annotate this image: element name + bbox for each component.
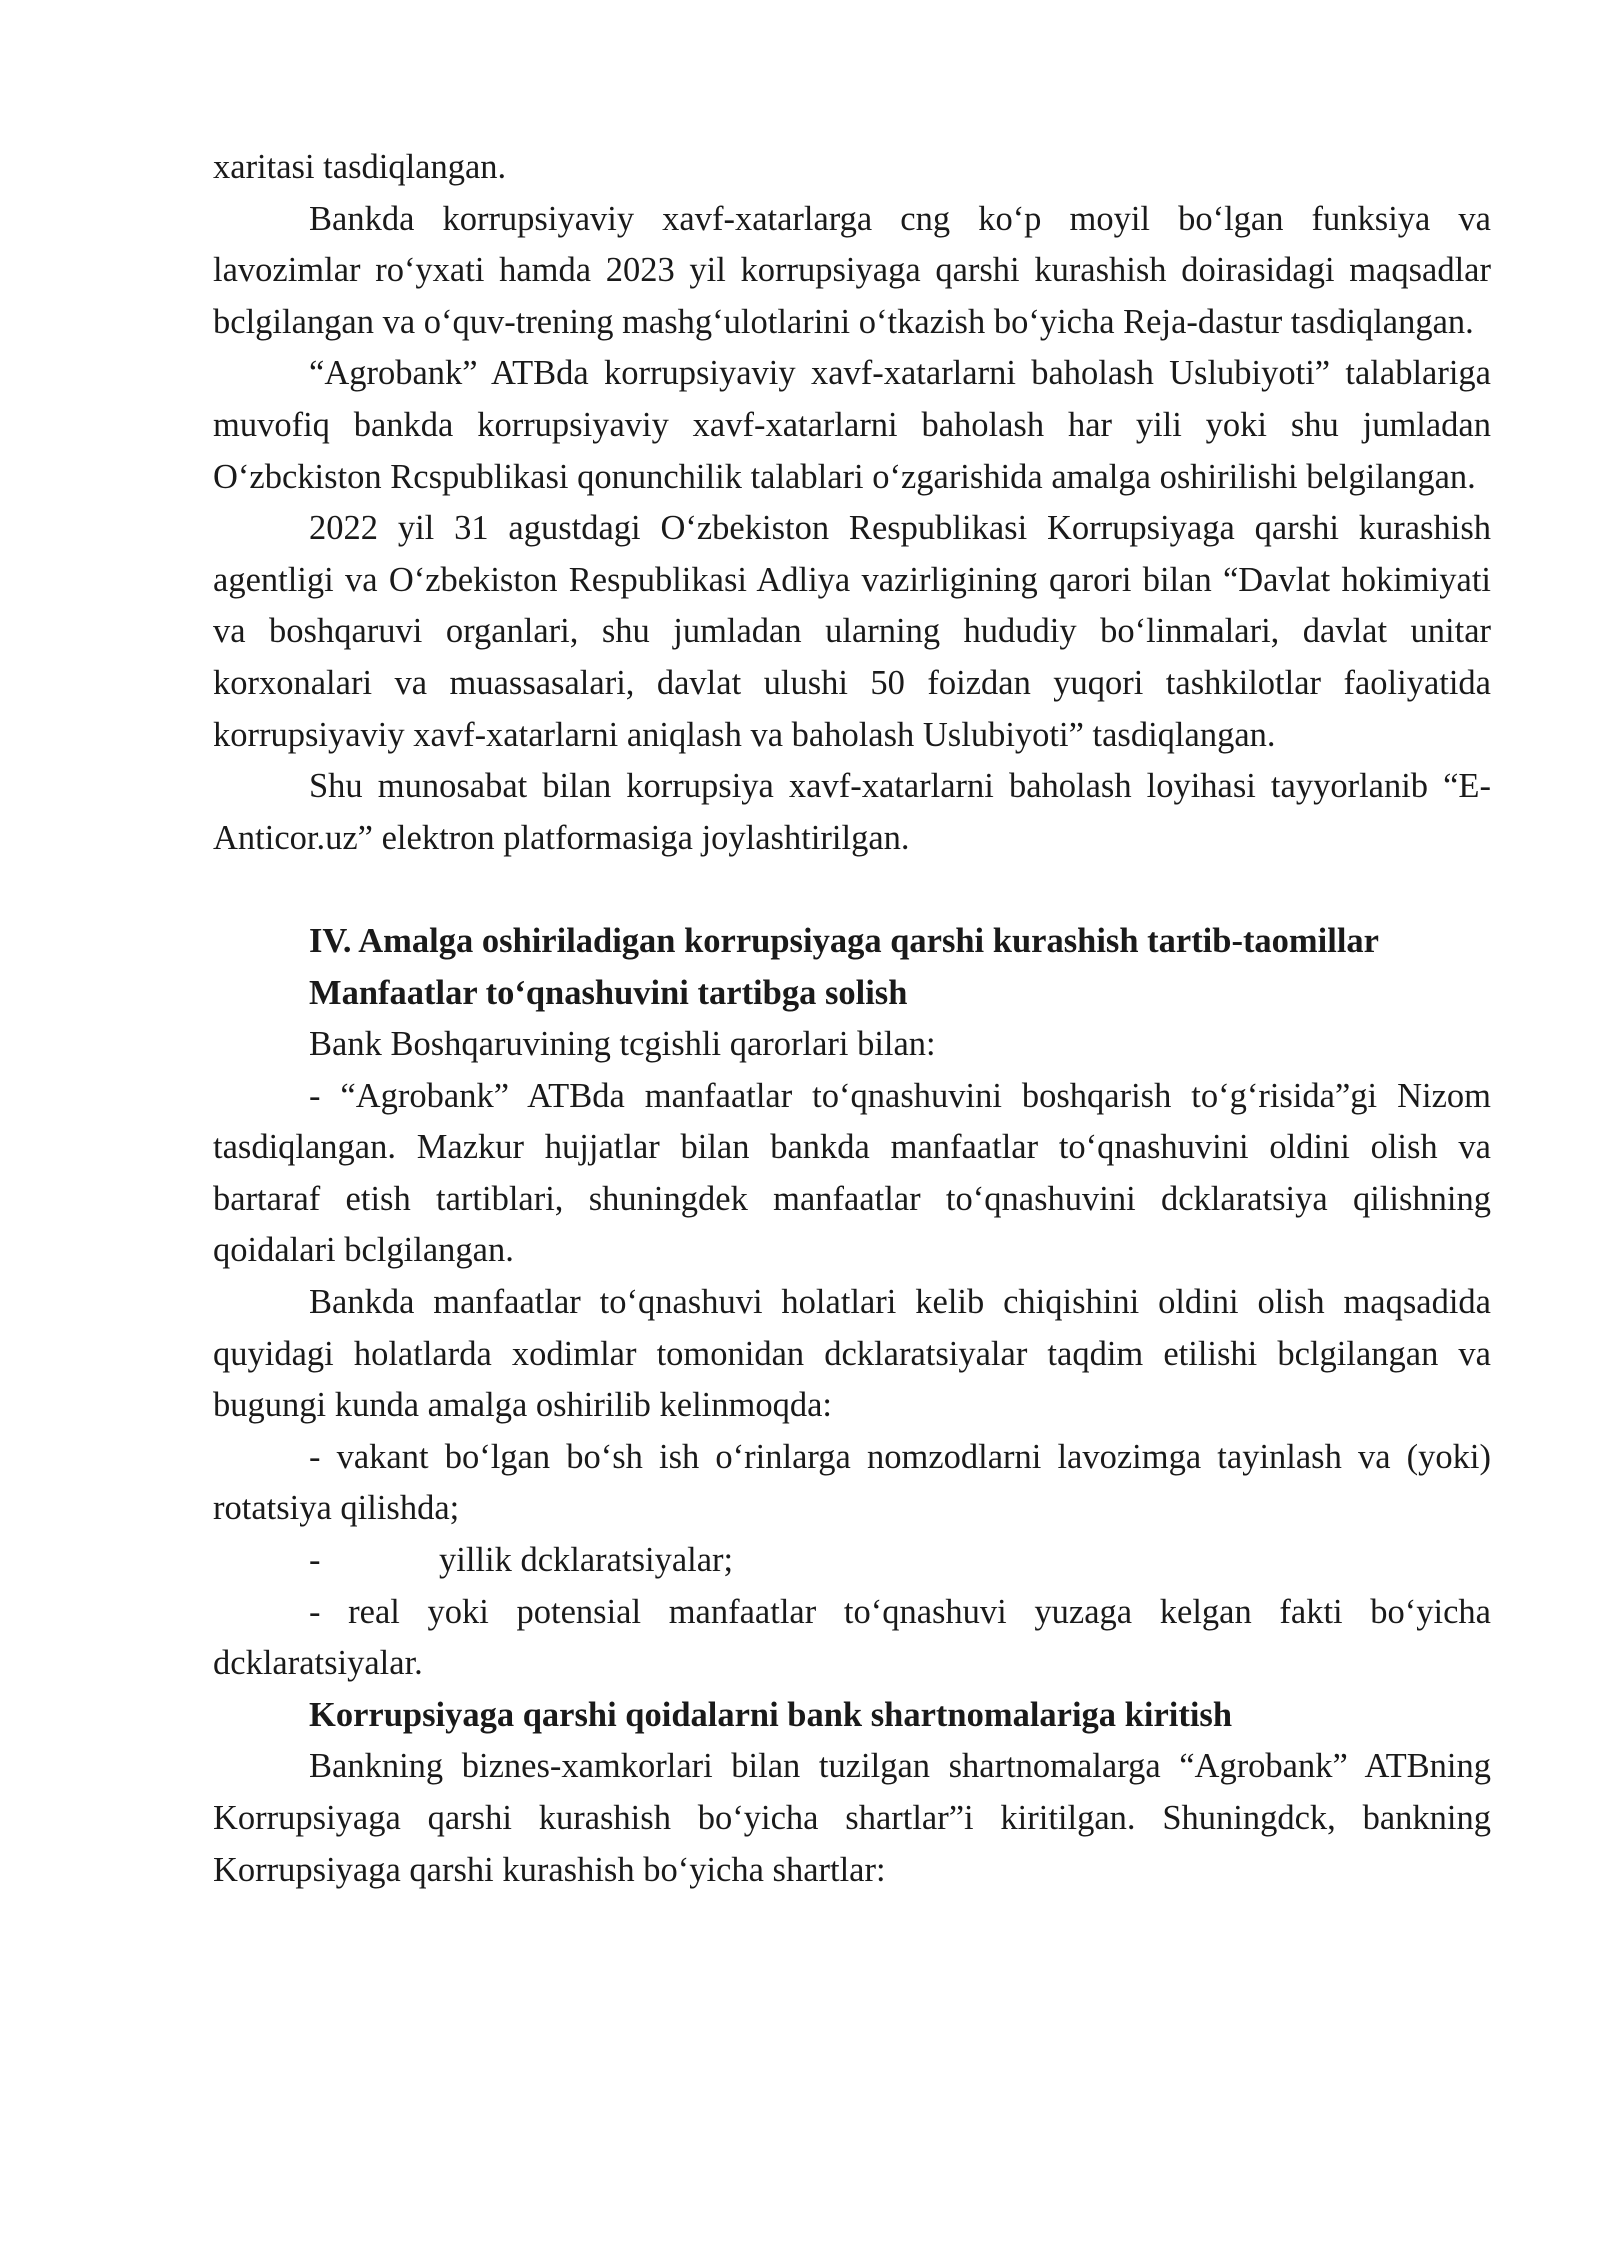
list-item-text: yillik dcklaratsiyalar; (439, 1541, 734, 1580)
section-heading: IV. Amalga oshiriladigan korrupsiyaga qarshi kurashish tartib-taomillar (309, 921, 1379, 960)
paragraph: Bank Boshqaruvining tcgishli qarorlari bilan: (309, 1025, 936, 1064)
subheading-conflict-of-interest: Manfaatlar to‘qnashuvini tartibga solish (309, 973, 908, 1012)
list-item: - “Agrobank” ATBda manfaatlar to‘qnashuvini boshqarish to‘g‘risida”gi Nizom tasdiqlangan. Mazkur hujjatlar bilan bankda manfaatlar to‘qnashuvini oldini olish va bartaraf etish tartiblari, shuningdek manfaatlar to‘qnashuvini dcklaratsiya qilishning qoidalari bclgilangan. (213, 1076, 1491, 1270)
paragraph: Bankda manfaatlar to‘qnashuvi holatlari kelib chiqishini oldini olish maqsadida quyidagi holatlarda xodimlar tomonidan dcklaratsiyalar taqdim etilishi bclgilangan va bugungi kunda amalga oshirilib kelinmoqda: (213, 1283, 1491, 1425)
blank-line (213, 864, 1491, 916)
paragraph: Shu munosabat bilan korrupsiya xavf-xatarlarni baholash loyihasi tayyorlanib “E-Anticor.uz” elektron platformasiga joylashtirilgan. (213, 767, 1491, 857)
paragraph: “Agrobank” ATBda korrupsiyaviy xavf-xatarlarni baholash Uslubiyoti” talablariga muvofiq bankda korrupsiyaviy xavf-xatarlarni baholash har yili yoki shu jumladan O‘zbckiston Rcspublikasi qonunchilik talablari o‘zgarishida amalga oshirilishi belgilangan. (213, 354, 1491, 496)
paragraph: Bankning biznes-xamkorlari bilan tuzilgan shartnomalarga “Agrobank” ATBning Korrupsiyaga qarshi kurashish bo‘yicha shartlar”i kiritilgan. Shuningdck, bankning Korrupsiyaga qarshi kurashish bo‘yicha shartlar: (213, 1747, 1491, 1889)
list-item-annual-declarations (213, 1535, 1491, 1587)
document-body (213, 142, 1491, 1896)
subheading-contract-clauses: Korrupsiyaga qarshi qoidalarni bank shartnomalariga kiritish (309, 1695, 1233, 1734)
list-item: - real yoki potensial manfaatlar to‘qnashuvi yuzaga kelgan fakti bo‘yicha dcklaratsiyalar. (213, 1592, 1491, 1683)
paragraph: Bankda korrupsiyaviy xavf-xatarlarga cng ko‘p moyil bo‘lgan funksiya va lavozimlar ro‘yxati hamda 2023 yil korrupsiyaga qarshi kurashish doirasidagi maqsadlar bclgilangan va o‘quv-trening mashg‘ulotlarini o‘tkazish bo‘yicha Reja-dastur tasdiqlangan. (213, 199, 1491, 341)
paragraph-continuation: xaritasi tasdiqlangan. (213, 148, 507, 186)
list-dash: - (309, 1541, 321, 1580)
list-item: - vakant bo‘lgan bo‘sh ish o‘rinlarga nomzodlarni lavozimga tayinlash va (yoki) rotatsiya qilishda; (213, 1437, 1491, 1528)
paragraph: 2022 yil 31 agustdagi O‘zbekiston Respublikasi Korrupsiyaga qarshi kurashish agentligi va O‘zbekiston Respublikasi Adliya vazirligining qarori bilan “Davlat hokimiyati va boshqaruvi organlari, shu jumladan ularning hududiy bo‘linmalari, davlat unitar korxonalari va muassasalari, davlat ulushi 50 foizdan yuqori tashkilotlar faoliyatida korrupsiyaviy xavf-xatarlarni aniqlash va baholash Uslubiyoti” tasdiqlangan. (213, 509, 1491, 754)
